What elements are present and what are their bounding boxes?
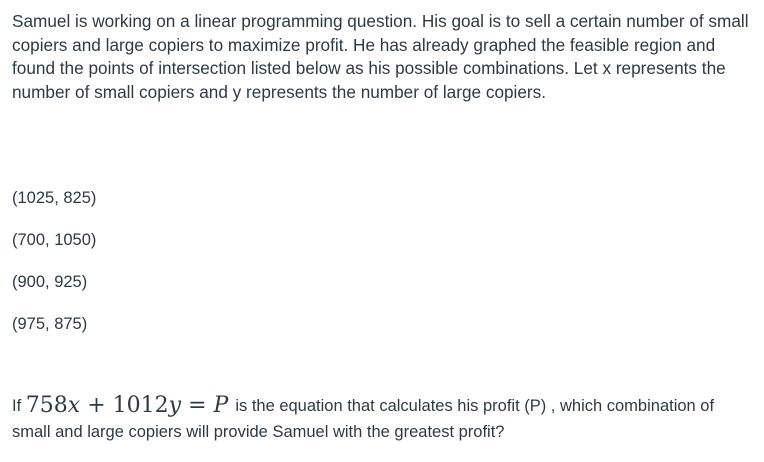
combination-item-2: (700, 1050) [12,231,97,249]
problem-intro-text: Samuel is working on a linear programming question. His goal is to sell a certain number of small copiers and large copiers to maximize profit. He has already graphed the feasible region and found the points of intersection listed below as his possible combinations. Let x represents the number of small copiers and y represents the number of large copiers. [12,11,749,102]
combination-item-4: (975, 875) [12,315,88,333]
equation-equals: = [188,393,207,418]
combination-item-1: (1025, 825) [12,189,97,207]
question-text [12,393,752,445]
combination-list [12,186,96,354]
equation-var-x: x [67,393,81,418]
profit-equation [26,393,236,418]
equation-result: P [213,393,229,418]
equation-coef-y: 1012 [112,393,169,418]
equation-var-y: y [168,393,182,418]
combination-item-3: (900, 925) [12,273,88,291]
question-prefix: If [12,397,22,415]
equation-plus: + [87,393,106,418]
question-suffix: is the equation that calculates his profit (P) , which combination of small and large copiers will provide Samuel with the greatest profit? [12,397,715,441]
equation-coef-x: 758 [25,393,68,418]
